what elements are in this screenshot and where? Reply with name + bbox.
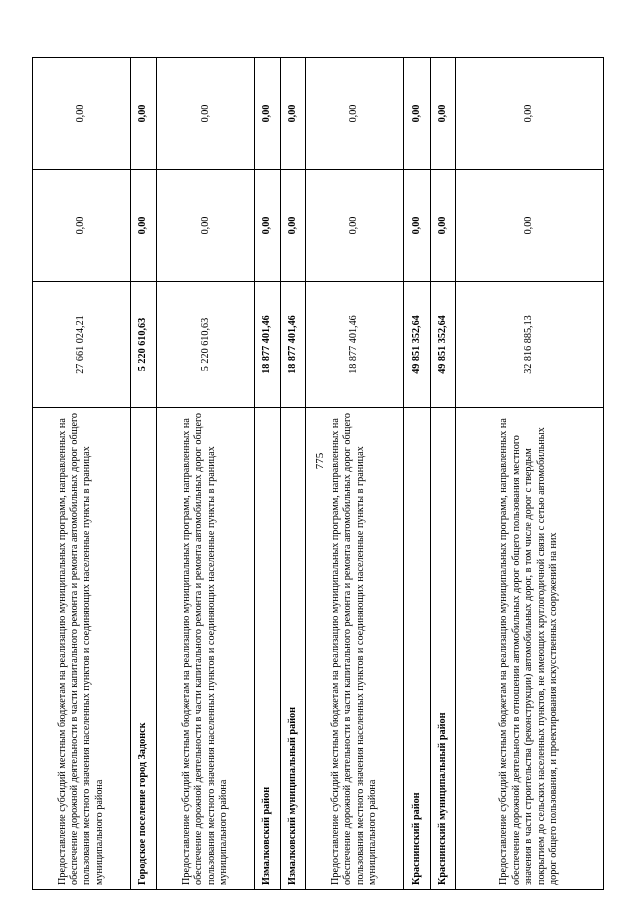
table-row <box>157 58 255 890</box>
row-value-1: 49 851 352,64 <box>430 282 455 408</box>
row-value-3: 0,00 <box>280 58 305 170</box>
table-row <box>430 58 455 890</box>
row-description: Измалковский район <box>255 408 280 890</box>
row-value-1: 5 220 610,63 <box>130 282 157 408</box>
table-row <box>280 58 305 890</box>
row-value-1: 18 877 401,46 <box>306 282 404 408</box>
row-value-1: 27 661 024,21 <box>33 282 131 408</box>
row-value-3: 0,00 <box>157 58 255 170</box>
row-description: Краснинский муниципальный район <box>430 408 455 890</box>
row-value-1: 18 877 401,46 <box>255 282 280 408</box>
table-row <box>33 58 131 890</box>
row-description: Предоставление субсидий местным бюджетам на реализацию муниципальных программ, направленных на обеспечение дорожной деятельности в отношении автомобильных дорог общего пользования местного значения в части строительства (реконструкции) автомобильных дорог, в том числе дорог с твердым покрытием до сельских населенных пунктов, не имеющих круглогодичной связи с сетью автомобильных дорог общего пользования, и проектирования искусственных сооружений на них <box>456 408 604 890</box>
row-value-3: 0,00 <box>255 58 280 170</box>
row-description: Краснинский район <box>404 408 431 890</box>
row-value-2: 0,00 <box>157 170 255 282</box>
row-value-2: 0,00 <box>280 170 305 282</box>
row-description: Предоставление субсидий местным бюджетам на реализацию муниципальных программ, направленных на обеспечение дорожной деятельности в части капитального ремонта и ремонта автомобильных дорог общего пользования местного значения населенных пунктов и соединяющих населенные пункты в границах муниципального района <box>33 408 131 890</box>
table-row <box>404 58 431 890</box>
row-value-2: 0,00 <box>33 170 131 282</box>
row-value-2: 0,00 <box>306 170 404 282</box>
row-description: Предоставление субсидий местным бюджетам на реализацию муниципальных программ, направленных на обеспечение дорожной деятельности в части капитального ремонта и ремонта автомобильных дорог общего пользования местного значения населенных пунктов и соединяющих населенные пункты в границах муниципального района <box>306 408 404 890</box>
row-value-2: 0,00 <box>255 170 280 282</box>
page-number: 775 <box>314 452 326 470</box>
row-value-3: 0,00 <box>33 58 131 170</box>
row-value-1: 18 877 401,46 <box>280 282 305 408</box>
table-row <box>130 58 157 890</box>
row-value-3: 0,00 <box>130 58 157 170</box>
row-value-3: 0,00 <box>306 58 404 170</box>
row-description: Городское поселение город Задонск <box>130 408 157 890</box>
table-row <box>456 58 604 890</box>
row-value-3: 0,00 <box>430 58 455 170</box>
row-value-1: 49 851 352,64 <box>404 282 431 408</box>
table-row <box>306 58 404 890</box>
row-description: Предоставление субсидий местным бюджетам на реализацию муниципальных программ, направленных на обеспечение дорожной деятельности в части капитального ремонта и ремонта автомобильных дорог общего пользования местного значения населенных пунктов и соединяющих населенные пункты в границах муниципального района <box>157 408 255 890</box>
row-value-2: 0,00 <box>130 170 157 282</box>
row-value-1: 32 816 885,13 <box>456 282 604 408</box>
row-description: Измалковский муниципальный район <box>280 408 305 890</box>
row-value-2: 0,00 <box>456 170 604 282</box>
row-value-1: 5 220 610,63 <box>157 282 255 408</box>
row-value-2: 0,00 <box>430 170 455 282</box>
table-row <box>255 58 280 890</box>
rotated-table-container <box>32 58 604 890</box>
subsidy-table-body <box>33 58 604 890</box>
row-value-3: 0,00 <box>404 58 431 170</box>
row-value-3: 0,00 <box>456 58 604 170</box>
subsidy-table <box>32 57 604 890</box>
row-value-2: 0,00 <box>404 170 431 282</box>
